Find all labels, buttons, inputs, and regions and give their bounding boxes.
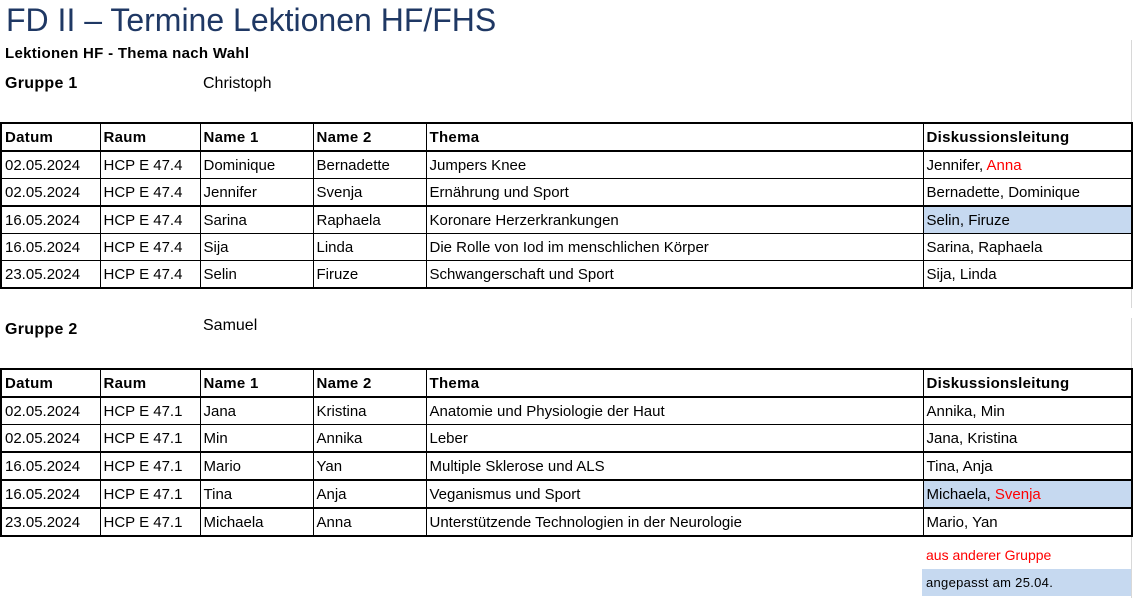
cell-leitung: Jana, Kristina: [923, 425, 1132, 453]
header-name2: Name 2: [313, 369, 426, 397]
group-1-table: [0, 122, 1133, 289]
cell-name1: Jana: [200, 397, 313, 425]
cell-datum: 02.05.2024: [1, 397, 100, 425]
header-thema: Thema: [426, 123, 923, 151]
cell-thema: Jumpers Knee: [426, 151, 923, 179]
cell-name2: Raphaela: [313, 206, 426, 234]
leitung-other-group: Anna: [986, 156, 1022, 174]
table-row: [1, 425, 1132, 453]
leitung-text: Michaela,: [926, 485, 995, 503]
cell-thema: Leber: [426, 425, 923, 453]
leitung-text: Jennifer,: [926, 156, 987, 174]
table-header-row: [1, 369, 1132, 397]
cell-name2: Linda: [313, 234, 426, 261]
cell-name2: Kristina: [313, 397, 426, 425]
header-datum: Datum: [1, 369, 100, 397]
cell-name1: Sija: [200, 234, 313, 261]
cell-thema: Ernährung und Sport: [426, 179, 923, 207]
cell-name1: Sarina: [200, 206, 313, 234]
cell-leitung-adjusted: [923, 480, 1132, 508]
table-row: [1, 508, 1132, 536]
cell-name2: Anja: [313, 480, 426, 508]
cell-name2: Firuze: [313, 261, 426, 289]
header-thema: Thema: [426, 369, 923, 397]
cell-leitung: Tina, Anja: [923, 452, 1132, 480]
cell-datum: 16.05.2024: [1, 234, 100, 261]
cell-leitung: Sarina, Raphaela: [923, 234, 1132, 261]
table-row: [1, 452, 1132, 480]
cell-thema: Die Rolle von Iod im menschlichen Körper: [426, 234, 923, 261]
cell-name1: Min: [200, 425, 313, 453]
cell-thema: Schwangerschaft und Sport: [426, 261, 923, 289]
table-row: [1, 397, 1132, 425]
cell-name2: Yan: [313, 452, 426, 480]
cell-datum: 16.05.2024: [1, 206, 100, 234]
header-leitung: Diskussionsleitung: [923, 369, 1132, 397]
cell-leitung-adjusted: Selin, Firuze: [923, 206, 1132, 234]
table-row: [1, 151, 1132, 179]
group-2-person: Samuel: [203, 317, 258, 334]
cell-thema: Anatomie und Physiologie der Haut: [426, 397, 923, 425]
cell-name1: Tina: [200, 480, 313, 508]
header-raum: Raum: [100, 123, 200, 151]
cell-thema: Multiple Sklerose und ALS: [426, 452, 923, 480]
cell-raum: HCP E 47.1: [100, 480, 200, 508]
group-1-person: Christoph: [203, 75, 272, 92]
header-name1: Name 1: [200, 123, 313, 151]
cell-raum: HCP E 47.4: [100, 151, 200, 179]
cell-thema: Veganismus und Sport: [426, 480, 923, 508]
cell-raum: HCP E 47.4: [100, 206, 200, 234]
cell-name1: Jennifer: [200, 179, 313, 207]
header-datum: Datum: [1, 123, 100, 151]
cell-datum: 16.05.2024: [1, 452, 100, 480]
group-1-label: Gruppe 1: [5, 75, 78, 92]
page-subtitle: Lektionen HF - Thema nach Wahl: [5, 45, 250, 62]
table-row: [1, 206, 1132, 234]
cell-leitung: Bernadette, Dominique: [923, 179, 1132, 207]
cell-datum: 23.05.2024: [1, 261, 100, 289]
header-leitung: Diskussionsleitung: [923, 123, 1132, 151]
cell-raum: HCP E 47.4: [100, 261, 200, 289]
cell-name1: Michaela: [200, 508, 313, 536]
group-2-table: [0, 368, 1133, 537]
leitung-other-group: Svenja: [994, 485, 1041, 503]
cell-leitung: [923, 151, 1132, 179]
cell-name1: Selin: [200, 261, 313, 289]
cell-name1: Dominique: [200, 151, 313, 179]
header-name1: Name 1: [200, 369, 313, 397]
cell-datum: 02.05.2024: [1, 179, 100, 207]
cell-leitung: Annika, Min: [923, 397, 1132, 425]
cell-name2: Anna: [313, 508, 426, 536]
cell-datum: 02.05.2024: [1, 151, 100, 179]
header-raum: Raum: [100, 369, 200, 397]
cell-leitung: Mario, Yan: [923, 508, 1132, 536]
cell-datum: 16.05.2024: [1, 480, 100, 508]
cell-name2: Annika: [313, 425, 426, 453]
table-row: [1, 179, 1132, 207]
cell-datum: 23.05.2024: [1, 508, 100, 536]
cell-raum: HCP E 47.1: [100, 425, 200, 453]
cell-raum: HCP E 47.1: [100, 508, 200, 536]
cell-thema: Unterstützende Technologien in der Neurologie: [426, 508, 923, 536]
cell-name2: Svenja: [313, 179, 426, 207]
legend-other-group: aus anderer Gruppe: [926, 547, 1052, 563]
table-row: [1, 234, 1132, 261]
cell-raum: HCP E 47.1: [100, 397, 200, 425]
cell-raum: HCP E 47.4: [100, 179, 200, 207]
cell-leitung: Sija, Linda: [923, 261, 1132, 289]
cell-raum: HCP E 47.4: [100, 234, 200, 261]
cell-name1: Mario: [200, 452, 313, 480]
cell-name2: Bernadette: [313, 151, 426, 179]
header-name2: Name 2: [313, 123, 426, 151]
cell-raum: HCP E 47.1: [100, 452, 200, 480]
cell-datum: 02.05.2024: [1, 425, 100, 453]
legend-adjusted: angepasst am 25.04.: [922, 569, 1131, 596]
table-header-row: [1, 123, 1132, 151]
page-title: FD II – Termine Lektionen HF/FHS: [6, 2, 497, 38]
table-row: [1, 261, 1132, 289]
table-row: [1, 480, 1132, 508]
cell-thema: Koronare Herzerkrankungen: [426, 206, 923, 234]
group-2-label: Gruppe 2: [5, 321, 78, 338]
